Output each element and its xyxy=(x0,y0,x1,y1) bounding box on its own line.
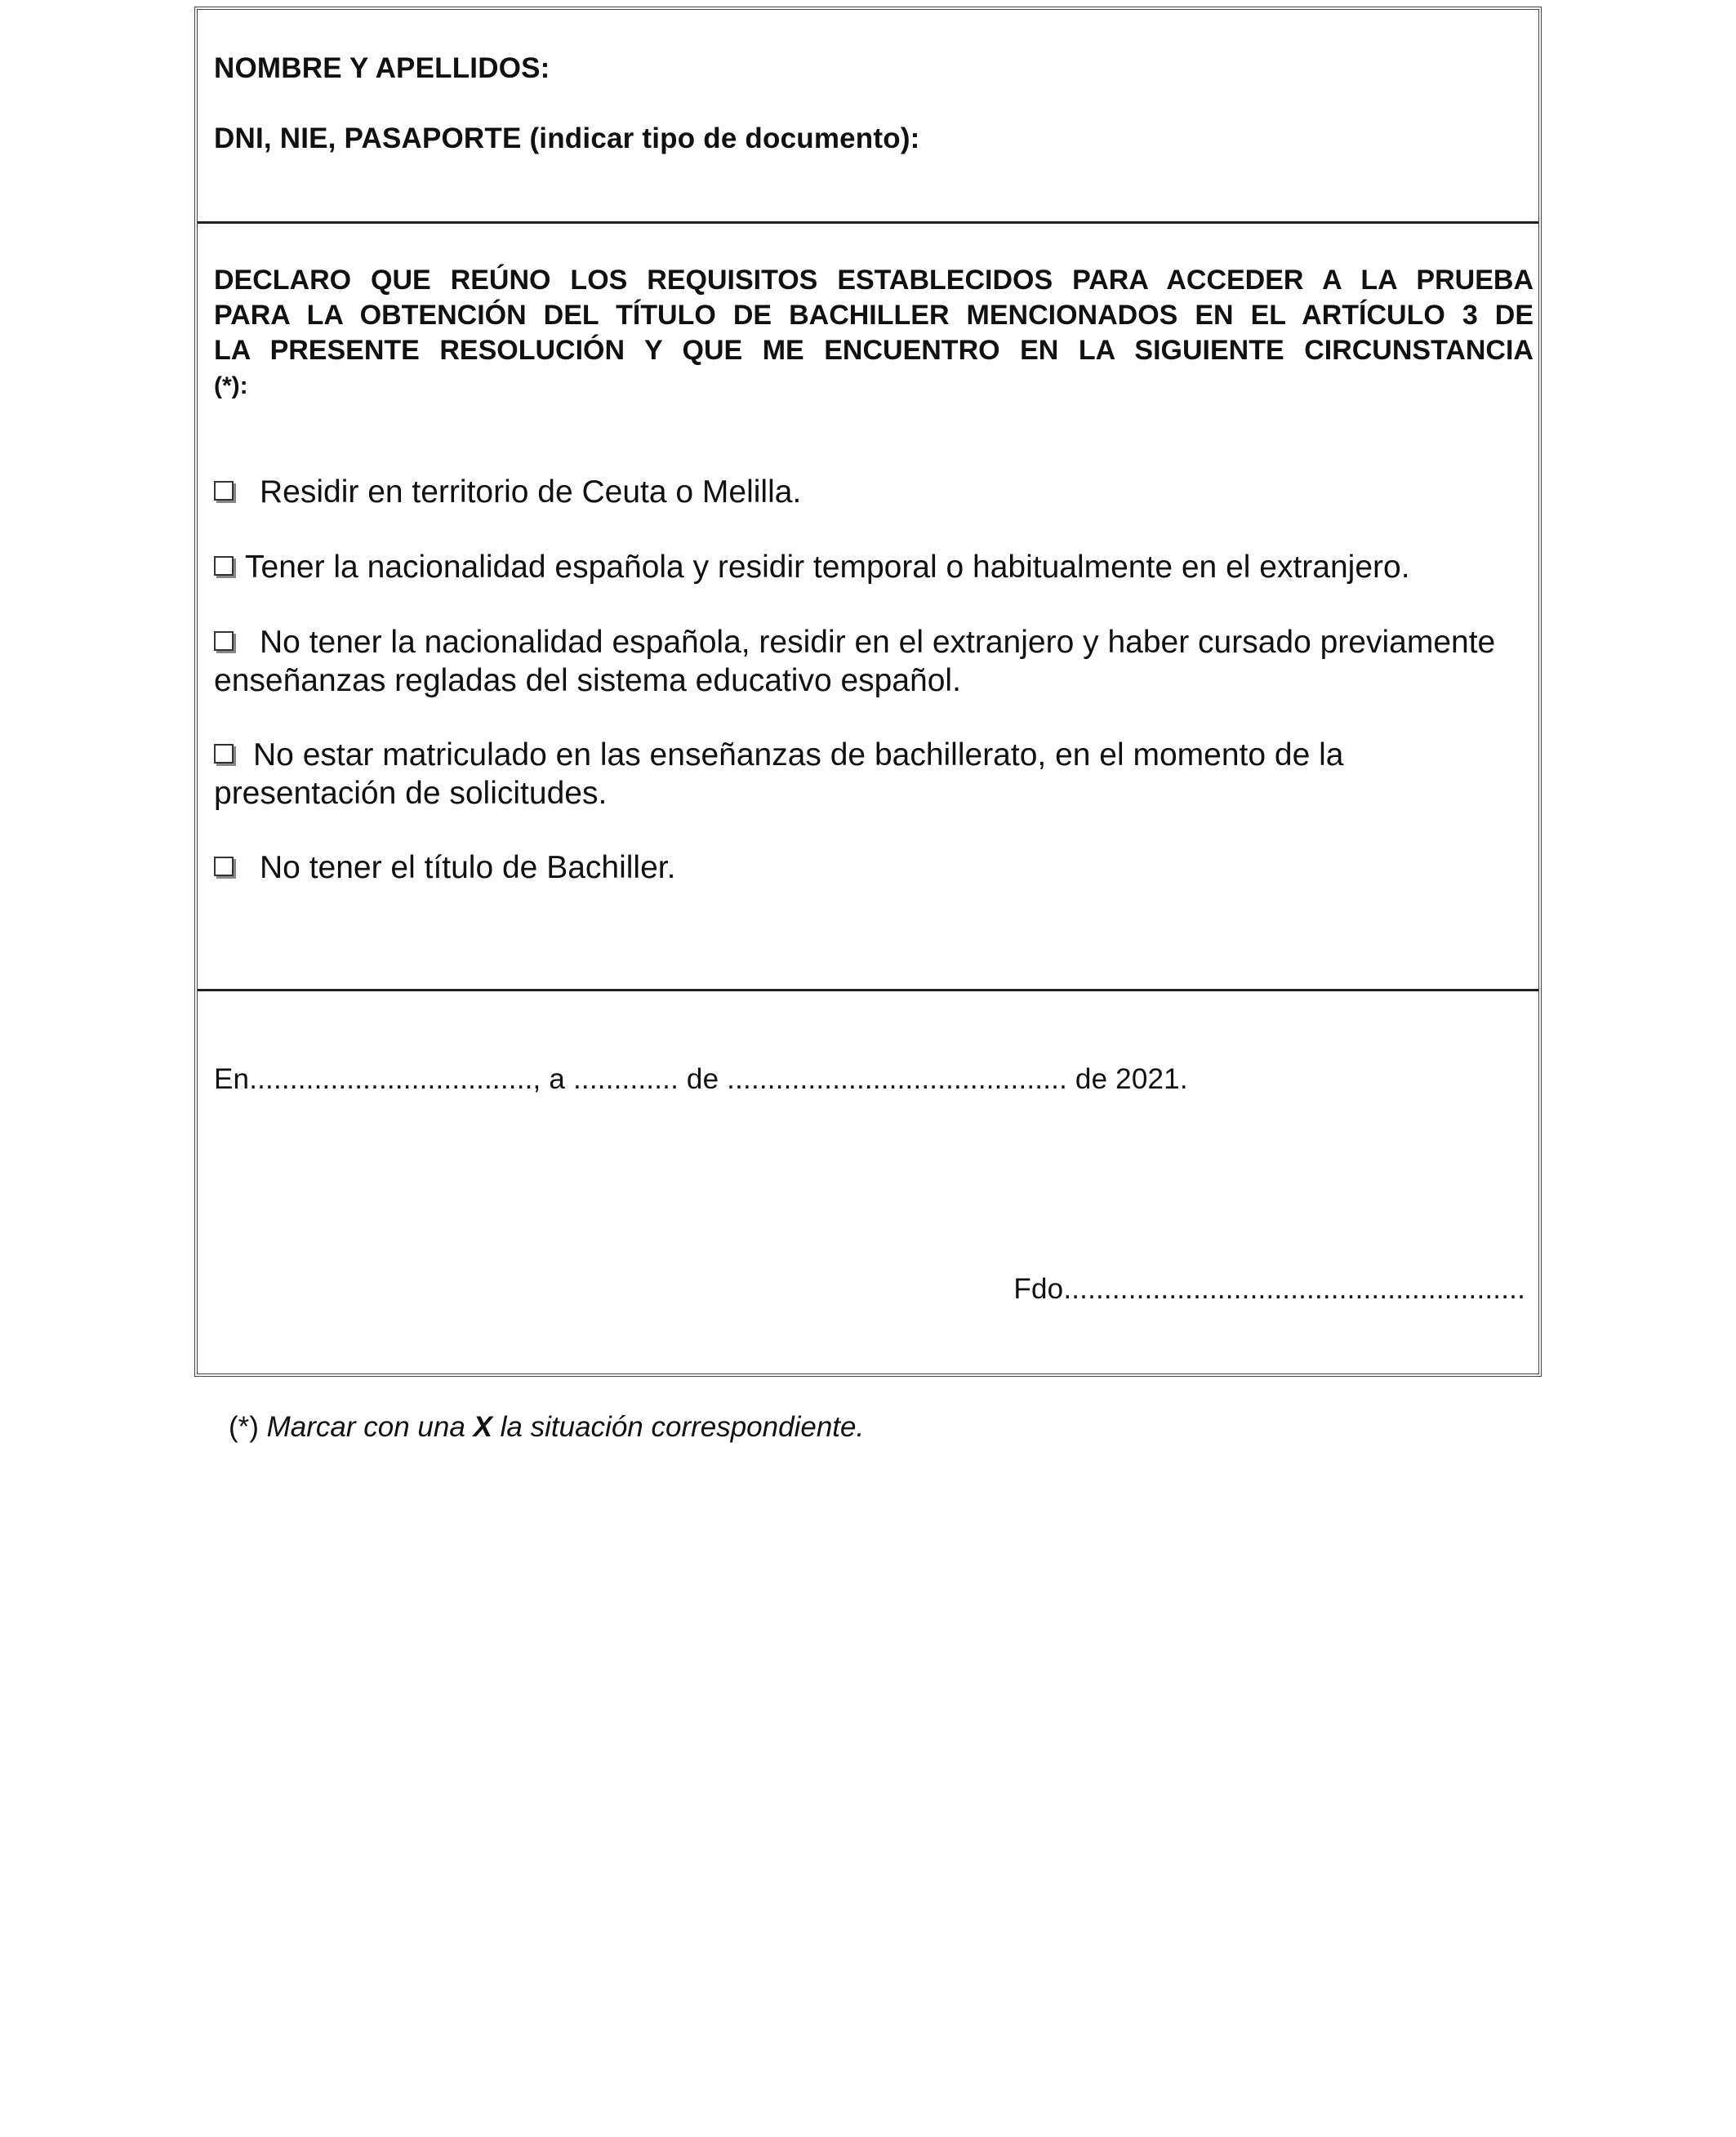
option-ceuta-melilla-text: Residir en territorio de Ceuta o Melilla. xyxy=(260,474,802,510)
footnote-text-after: la situación correspondiente. xyxy=(492,1411,865,1443)
checkbox-nacionalidad-extranjero[interactable] xyxy=(214,556,234,576)
declaration-heading-line-1: DECLARO QUE REÚNO LOS REQUISITOS ESTABLECIDOS PARA ACCEDER A LA PRUEBA xyxy=(214,265,1533,296)
option-no-nacionalidad xyxy=(214,623,1504,700)
option-no-titulo-text: No tener el título de Bachiller. xyxy=(260,850,676,885)
option-nacionalidad-extranjero xyxy=(214,548,1504,586)
signed-by-line[interactable]: Fdo......................................................... xyxy=(1013,1273,1525,1305)
checkbox-no-nacionalidad[interactable] xyxy=(214,631,234,651)
signature-section xyxy=(198,991,1538,1373)
checkbox-ceuta-melilla[interactable] xyxy=(214,481,234,501)
option-no-nacionalidad-text: No tener la nacionalidad española, residir en el extranjero y haber cursado previamente enseñanzas regladas del sistema educativo español. xyxy=(214,625,1496,698)
footnote-prefix: (*) xyxy=(229,1411,267,1443)
footnote-mark: X xyxy=(473,1411,492,1443)
option-nacionalidad-extranjero-text: Tener la nacionalidad española y residir temporal o habitualmente en el extranjero. xyxy=(245,550,1410,585)
declaration-form xyxy=(194,7,1542,1377)
option-no-matriculado xyxy=(214,736,1504,813)
option-no-matriculado-text: No estar matriculado en las enseñanzas de bachillerato, en el momento de la presentación de solicitudes. xyxy=(214,737,1344,811)
checkbox-no-matriculado[interactable] xyxy=(214,744,234,764)
name-field-label: NOMBRE Y APELLIDOS: xyxy=(214,52,550,84)
identification-section xyxy=(198,10,1538,224)
checkbox-no-titulo[interactable] xyxy=(214,857,234,876)
declaration-heading-line-4: (*): xyxy=(214,372,248,399)
document-field-label: DNI, NIE, PASAPORTE (indicar tipo de documento): xyxy=(214,122,920,154)
footnote xyxy=(229,1411,864,1444)
declaration-section xyxy=(198,224,1538,991)
place-date-line[interactable]: En..................................., a ............. de .......................................... de 2021. xyxy=(214,1063,1188,1095)
option-ceuta-melilla xyxy=(214,473,1504,511)
declaration-heading xyxy=(214,263,1533,403)
declaration-heading-line-3: LA PRESENTE RESOLUCIÓN Y QUE ME ENCUENTRO EN LA SIGUIENTE CIRCUNSTANCIA xyxy=(214,335,1533,366)
option-no-titulo xyxy=(214,848,1504,887)
declaration-heading-line-2: PARA LA OBTENCIÓN DEL TÍTULO DE BACHILLER MENCIONADOS EN EL ARTÍCULO 3 DE xyxy=(214,300,1533,331)
footnote-text-before: Marcar con una xyxy=(266,1411,474,1443)
